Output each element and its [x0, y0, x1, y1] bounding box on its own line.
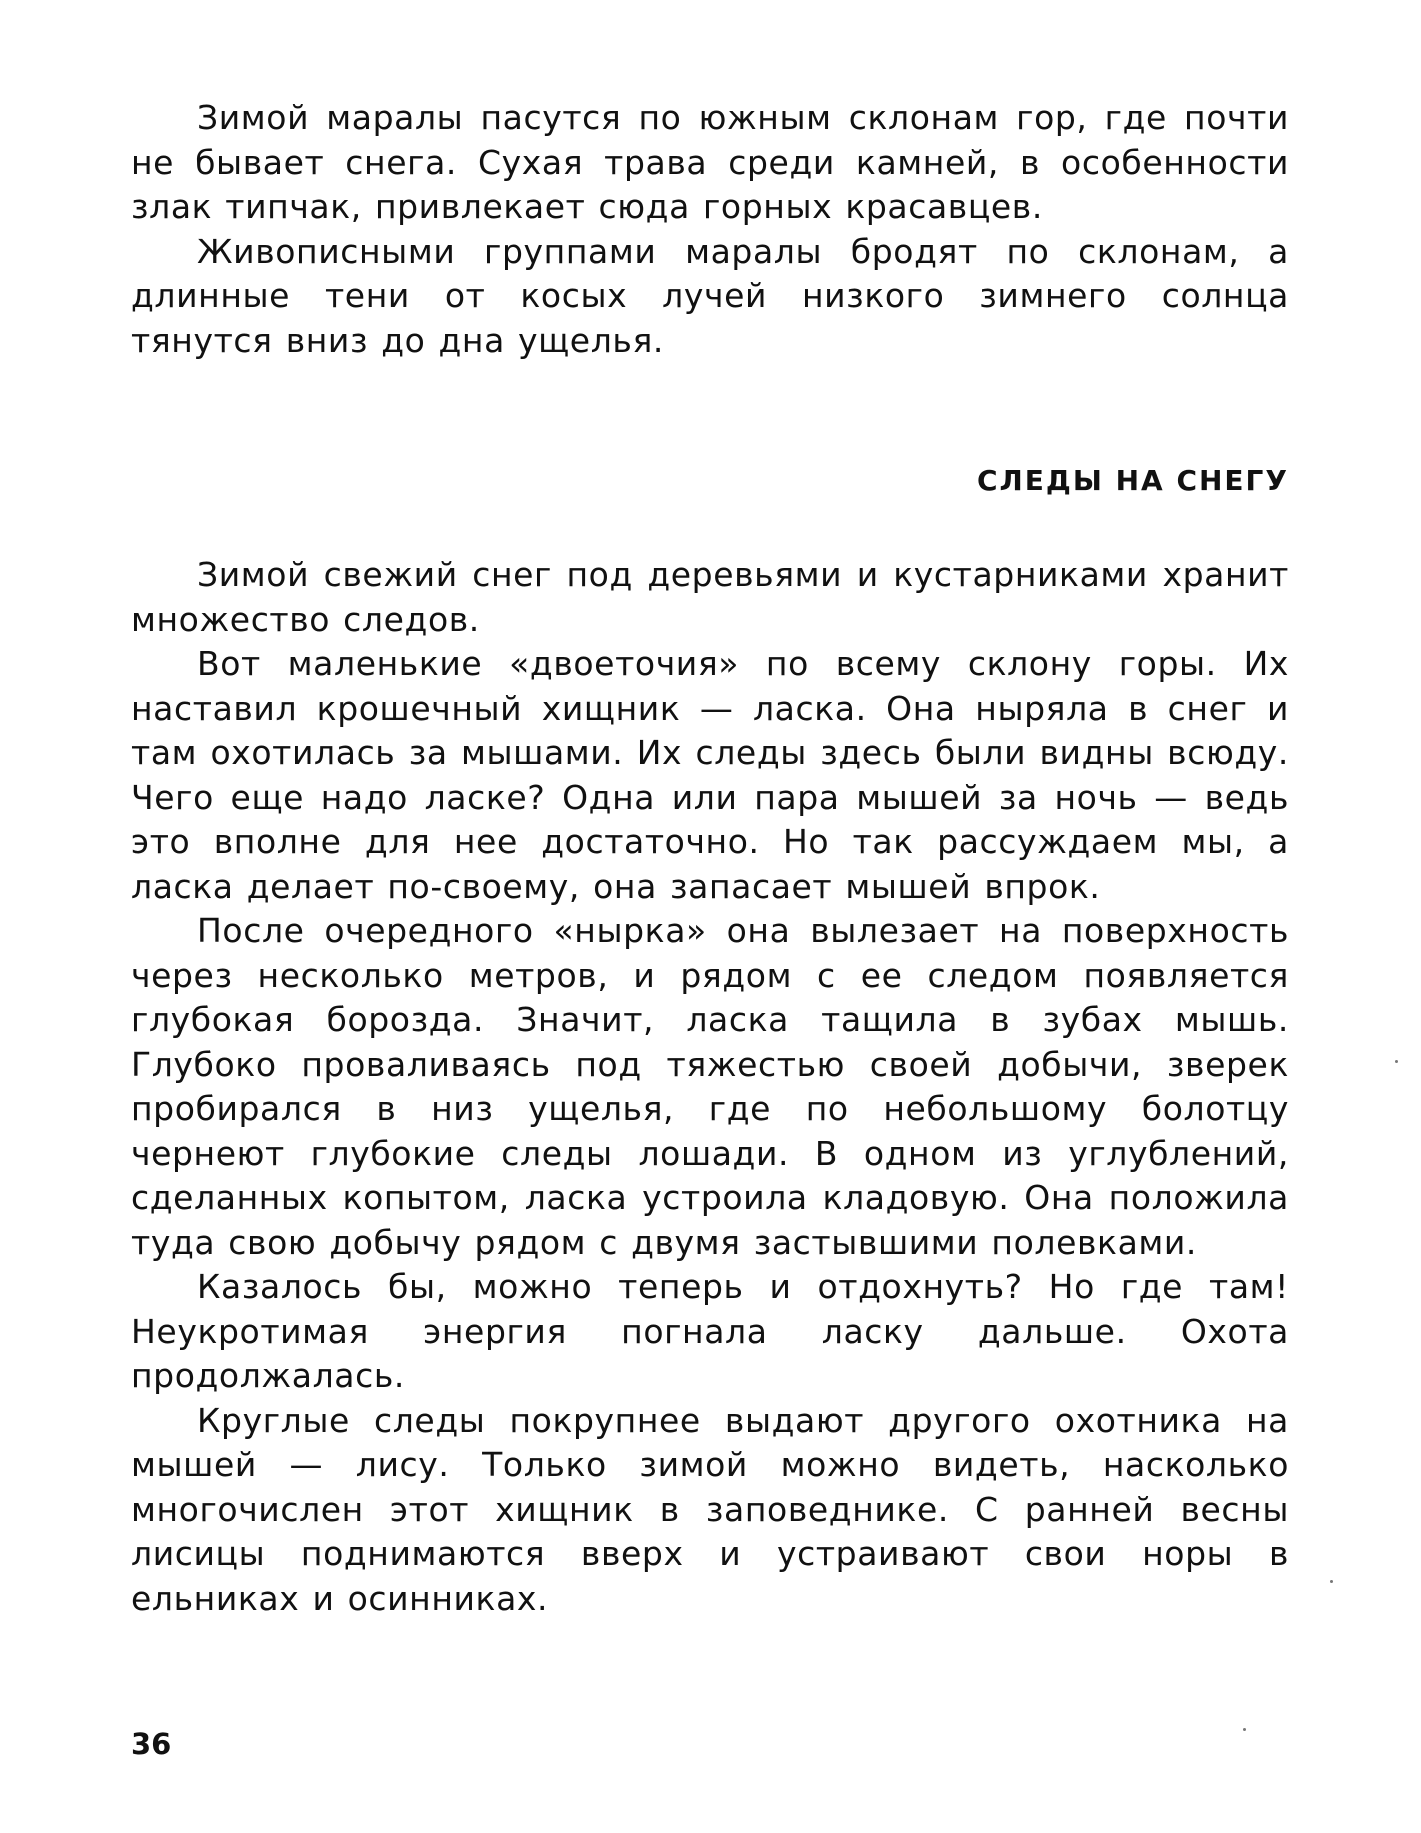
paragraph: Зимой маралы пасутся по южным склонам гор, где почти не бывает снега. Сухая трава среди камней, в особенности злак типчак, привлекает сюда горных красавцев. [131, 98, 1289, 226]
paragraph: Казалось бы, можно теперь и отдохнуть? Но где там! Неукротимая энергия погнала ласку дальше. Охота продолжалась. [131, 1267, 1289, 1395]
section-heading: СЛЕДЫ НА СНЕГУ [976, 464, 1289, 497]
page-number: 36 [131, 1727, 172, 1761]
paragraph: Живописными группами маралы бродят по склонам, а длинные тени от косых лучей низкого зимнего солнца тянутся вниз до дна ущелья. [131, 231, 1289, 360]
paragraph: Зимой свежий снег под деревьями и кустарниками хранит множество следов. [131, 555, 1289, 639]
scan-speck [1243, 1728, 1246, 1731]
text-block-snow-tracks [131, 553, 1289, 1621]
scan-speck [1330, 1580, 1333, 1583]
paragraph: После очередного «нырка» она вылезает на поверхность через несколько метров, и рядом с ее следом появляется глубокая борозда. Значит, ласка тащила в зубах мышь. Глубоко проваливаясь под тяжестью своей добычи, зверек пробирался в низ ущелья, где по небольшому болотцу чернеют глубокие следы лошади. В одном из углублений, сделанных копытом, ласка устроила кладовую. Она положила туда свою добычу рядом с двумя застывшими полевками. [131, 911, 1289, 1262]
text-block-marals [131, 96, 1289, 363]
scan-speck [1395, 1060, 1398, 1063]
paragraph: Круглые следы покрупнее выдают другого охотника на мышей — лису. Только зимой можно видеть, насколько многочислен этот хищник в заповеднике. С ранней весны лисицы поднимаются вверх и устраивают свои норы в ельниках и осинниках. [131, 1400, 1289, 1618]
paragraph: Вот маленькие «двоеточия» по всему склону горы. Их наставил крошечный хищник — ласка. Она ныряла в снег и там охотилась за мышами. Их следы здесь были видны всюду. Чего еще надо ласке? Одна или пара мышей за ночь — ведь это вполне для нее достаточно. Но так рассуждаем мы, а ласка делает по-своему, она запасает мышей впрок. [131, 644, 1289, 906]
